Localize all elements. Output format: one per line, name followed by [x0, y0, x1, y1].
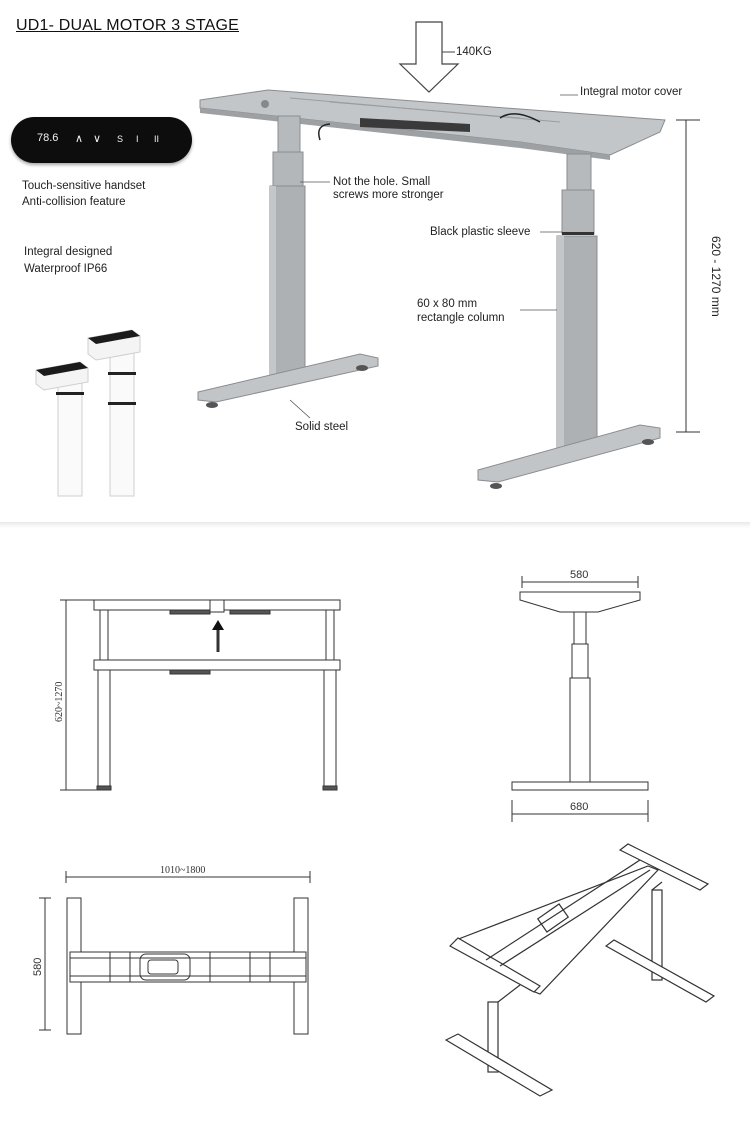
handset-save-key: S — [117, 134, 124, 144]
height-range-label: 620 - 1270 mm — [709, 236, 723, 317]
handset-memory2-key: II — [154, 134, 160, 144]
solid-steel-label: Solid steel — [295, 421, 349, 433]
white-leg-small — [58, 378, 82, 496]
side-view-drawing — [512, 576, 648, 822]
white-leg-tall — [110, 348, 134, 496]
section-divider — [0, 522, 750, 528]
top-depth-dimension: 580 — [32, 957, 44, 976]
technical-drawings — [0, 530, 750, 1130]
isometric-view-drawing — [446, 844, 714, 1096]
right-column-mid — [562, 190, 594, 234]
feature-integral-line2: Waterproof IP66 — [24, 263, 108, 275]
right-column-top — [567, 154, 591, 192]
side-base-width-dimension: 680 — [570, 801, 589, 813]
feature-integral-line1: Integral designed — [24, 246, 113, 258]
motor-cover-label: Integral motor cover — [580, 86, 683, 98]
handset-memory1-key: I — [136, 134, 139, 144]
side-top-width-dimension: 580 — [570, 569, 589, 581]
page-title: UD1- DUAL MOTOR 3 STAGE — [16, 17, 240, 34]
top-view-drawing — [39, 871, 310, 1034]
handset-display: 78.6 — [37, 132, 59, 144]
feature-handset-line2: Anti-collision feature — [22, 196, 126, 208]
handset-down-icon: ∨ — [93, 133, 102, 145]
top-width-dimension: 1010~1800 — [160, 865, 206, 876]
column-label-line2: rectangle column — [417, 312, 505, 324]
load-arrow-icon — [400, 22, 458, 92]
desk-frame-render — [0, 0, 750, 520]
column-label-line1: 60 x 80 mm — [417, 298, 478, 310]
left-column-mid — [273, 152, 303, 188]
sleeve-label: Black plastic sleeve — [430, 226, 531, 238]
feature-handset-line1: Touch-sensitive handset — [22, 180, 146, 192]
hole-note-line2: screws more stronger — [333, 189, 444, 201]
front-view-drawing — [60, 600, 340, 790]
handset-up-icon: ∧ — [75, 133, 84, 145]
handset-controller — [11, 117, 192, 163]
left-column-top — [278, 116, 300, 154]
hole-note-line1: Not the hole. Small — [333, 176, 431, 188]
load-label: 140KG — [456, 46, 492, 58]
front-height-dimension: 620~1270 — [54, 681, 65, 722]
